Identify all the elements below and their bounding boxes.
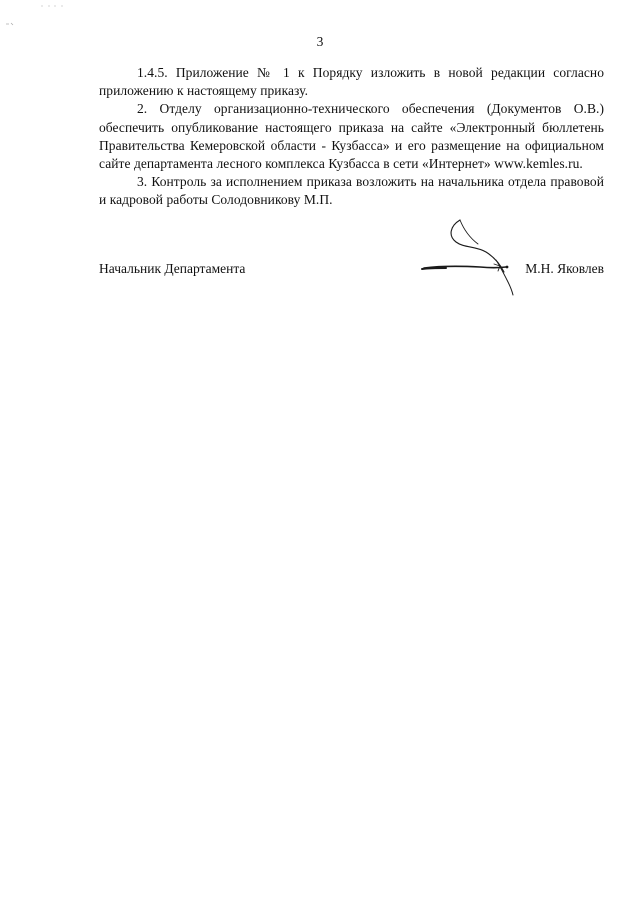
handwritten-signature bbox=[420, 216, 520, 298]
scan-artifact-mark bbox=[6, 22, 14, 26]
signatory-name: М.Н. Яковлев bbox=[525, 261, 604, 276]
paragraph-2-publication: 2. Отделу организационно-технического обеспечения (Документов О.В.) обеспечить опубликование настоящего приказа на сайте «Электронный бюллетень Правительства Кемеровской области - Кузбасса» и его размещение на официальном сайте департамента лесного комплекса Кузбасса в сети «Интернет» www.kemles.ru. bbox=[99, 101, 604, 172]
paragraph-1-4-5: 1.4.5. Приложение № 1 к Порядку изложить в новой редакции согласно приложению к настоящему приказу. bbox=[99, 65, 604, 99]
page-number: 3 bbox=[316, 34, 324, 49]
signature-block bbox=[99, 261, 604, 283]
signatory-position: Начальник Департамента bbox=[99, 261, 246, 276]
document-body bbox=[99, 64, 604, 210]
scan-artifact-dots bbox=[40, 4, 70, 8]
paragraph-3-control: 3. Контроль за исполнением приказа возложить на начальника отдела правовой и кадровой работы Солодовникову М.П. bbox=[99, 174, 604, 208]
